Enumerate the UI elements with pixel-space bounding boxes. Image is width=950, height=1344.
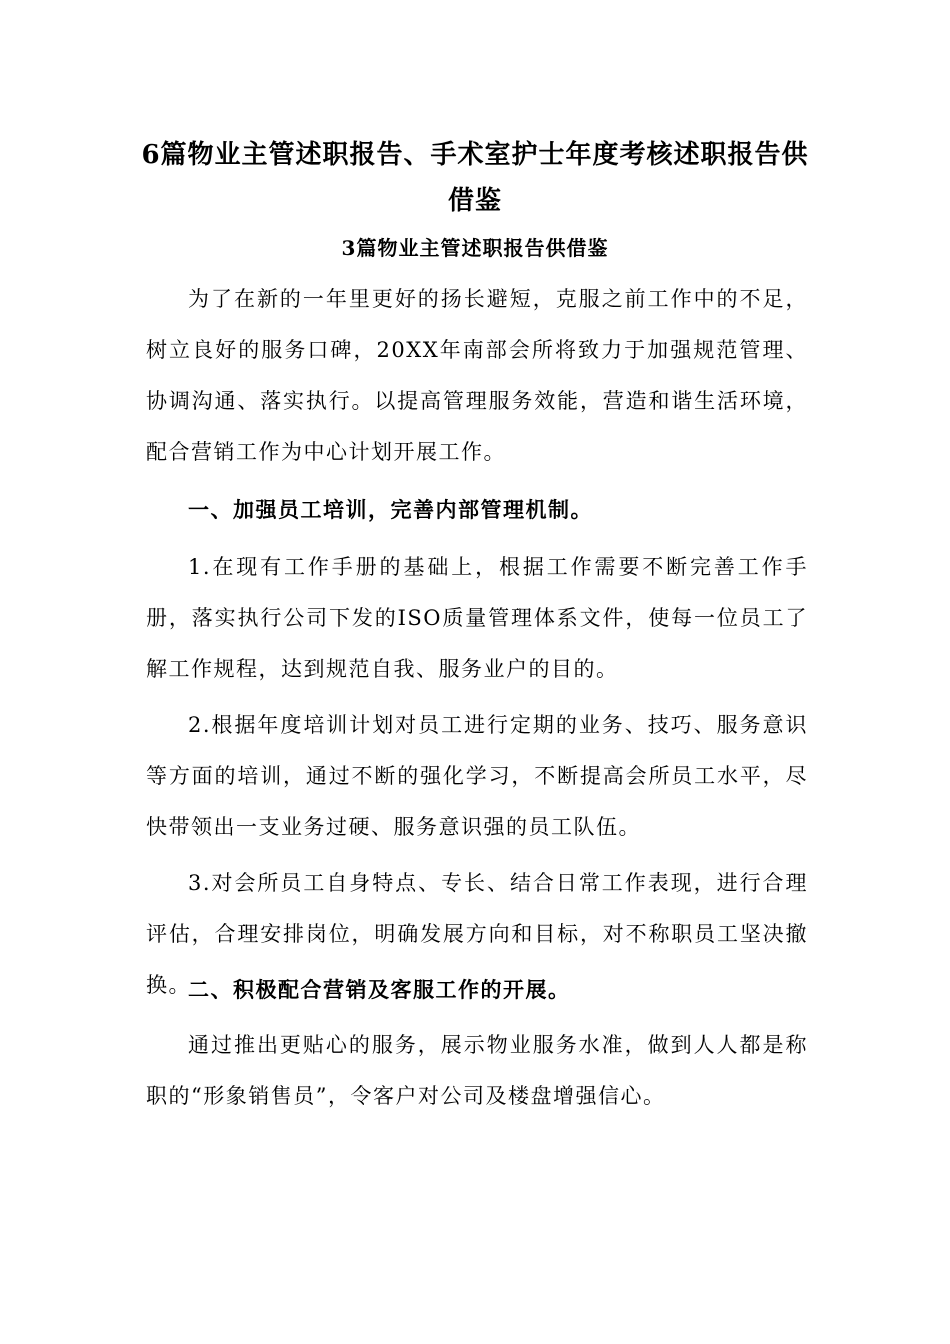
section-2-heading: 二、积极配合营销及客服工作的开展。 xyxy=(188,977,571,1002)
intro-paragraph: 为了在新的一年里更好的扬长避短，克服之前工作中的不足，树立良好的服务口碑，20XX年南部会所将致力于加强规范管理、协调沟通、落实执行。以提高管理服务效能，营造和谐生活环境，配合营销工作为中心计划开展工作。 xyxy=(146,287,808,464)
section-1-heading: 一、加强员工培训，完善内部管理机制。 xyxy=(188,497,593,522)
document-subtitle: 3篇物业主管述职报告供借鉴 xyxy=(341,236,609,260)
document-title: 6篇物业主管述职报告、手术室护士年度考核述职报告供借鉴 xyxy=(141,140,809,216)
section-1-item-2: 2.根据年度培训计划对员工进行定期的业务、技巧、服务意识等方面的培训，通过不断的强化学习，不断提高会所员工水平，尽快带领出一支业务过硬、服务意识强的员工队伍。 xyxy=(146,713,808,839)
section-1-item-1: 1.在现有工作手册的基础上，根据工作需要不断完善工作手册，落实执行公司下发的ISO质量管理体系文件，使每一位员工了解工作规程，达到规范自我、服务业户的目的。 xyxy=(146,555,808,681)
section-1-item-3: 3.对会所员工自身特点、专长、结合日常工作表现，进行合理评估，合理安排岗位，明确发展方向和目标，对不称职员工坚决撤换。 xyxy=(146,871,808,997)
section-2-paragraph: 通过推出更贴心的服务，展示物业服务水准，做到人人都是称职的“形象销售员”，令客户对公司及楼盘增强信心。 xyxy=(146,1033,808,1108)
